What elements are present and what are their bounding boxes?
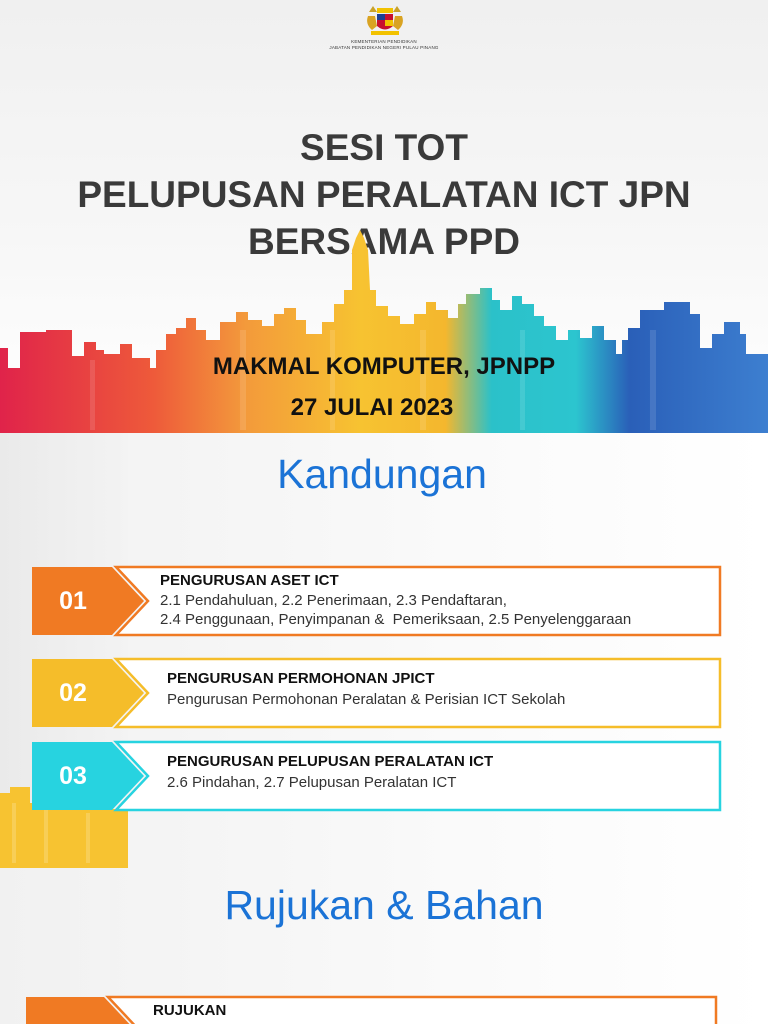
title-line-2: PELUPUSAN PERALATAN ICT JPN: [77, 174, 691, 215]
title-slide: [0, 0, 768, 433]
malaysia-coat-of-arms-logo: [363, 2, 407, 38]
contents-slide: [0, 433, 768, 868]
date-text: 27 JULAI 2023: [290, 394, 454, 421]
item-title: PENGURUSAN PELUPUSAN PERALATAN ICT: [167, 753, 494, 770]
item-title: PENGURUSAN ASET ICT: [160, 572, 339, 589]
references-slide: [0, 868, 768, 1024]
item-title: RUJUKAN: [153, 1002, 227, 1019]
contents-heading: Kandungan: [277, 451, 487, 497]
references-heading: Rujukan & Bahan: [224, 882, 544, 928]
ministry-name: KEMENTERIAN PENDIDIKAN: [351, 39, 417, 44]
item-description: 2.6 Pindahan, 2.7 Pelupusan Peralatan ICT: [167, 774, 457, 791]
item-description: 2.1 Pendahuluan, 2.2 Penerimaan, 2.3 Pendaftaran, 2.4 Penggunaan, Penyimpanan & Pemeriksaan, 2.5 Penyelenggaraan: [160, 592, 632, 628]
venue-text: MAKMAL KOMPUTER, JPNPP: [212, 353, 556, 380]
contents-item-03: [0, 741, 768, 817]
item-description: Pengurusan Permohonan Peralatan & Perisian ICT Sekolah: [167, 691, 566, 708]
item-number-badge: 02: [59, 678, 87, 707]
item-title: PENGURUSAN PERMOHONAN JPICT: [167, 670, 435, 687]
contents-item-02: [0, 658, 768, 734]
references-item-rujukan: [0, 996, 768, 1024]
title-line-3: BERSAMA PPD: [247, 221, 521, 262]
title-line-1: SESI TOT: [300, 127, 468, 168]
contents-item-01: [0, 566, 768, 642]
contents-item-frame: [0, 996, 768, 1024]
department-name: JABATAN PENDIDIKAN NEGERI PULAU PINANG: [329, 45, 439, 50]
item-number-badge: 01: [59, 586, 87, 615]
item-number-badge: 03: [59, 761, 87, 790]
ministry-caption: [300, 39, 468, 51]
